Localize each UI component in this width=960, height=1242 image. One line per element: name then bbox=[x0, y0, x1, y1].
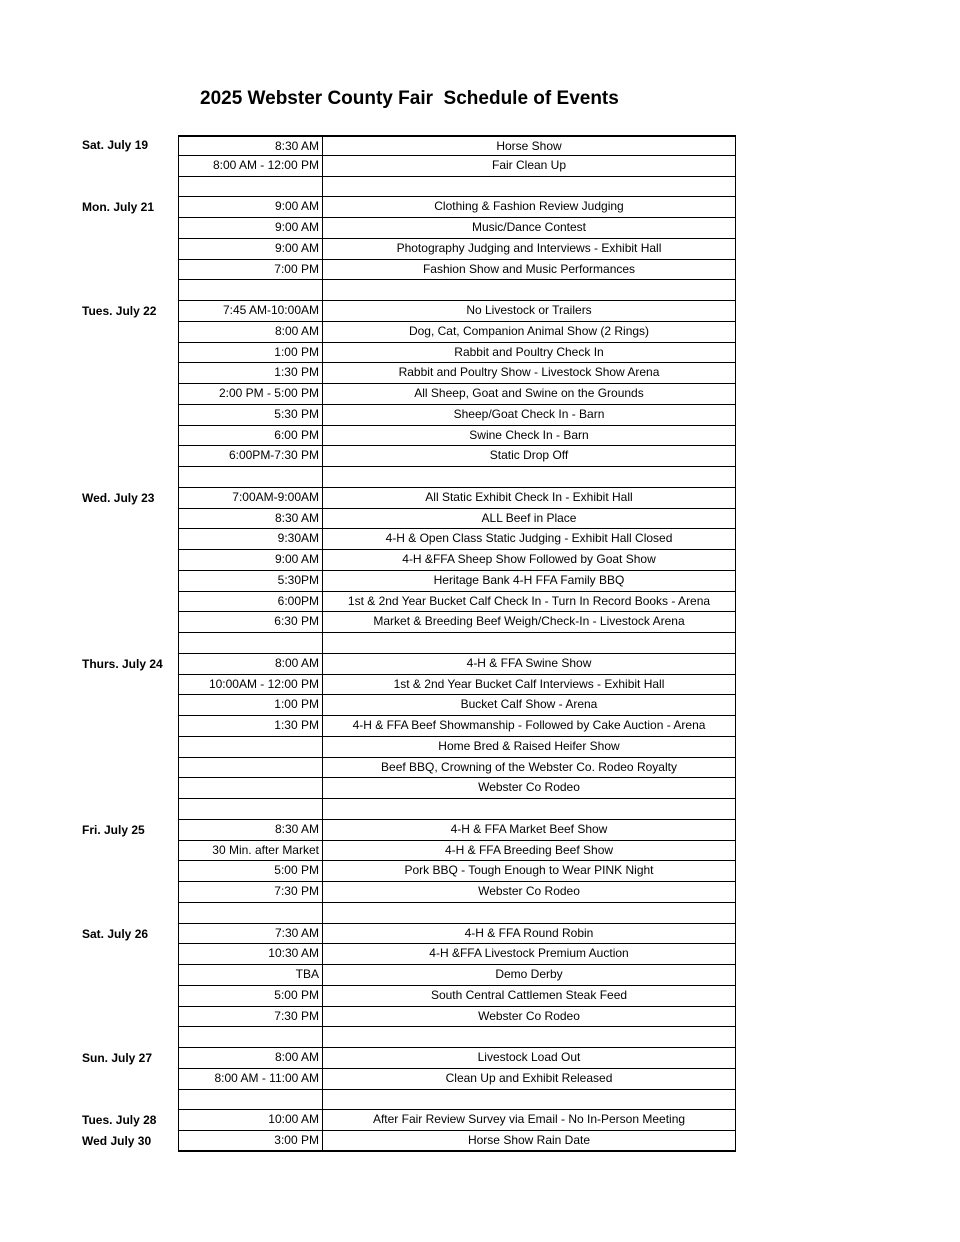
time-cell: 6:00PM-7:30 PM bbox=[179, 446, 323, 466]
schedule-cells bbox=[178, 177, 736, 198]
event-cell: 4-H & Open Class Static Judging - Exhibit Hall Closed bbox=[385, 531, 673, 546]
event-cell: South Central Cattlemen Steak Feed bbox=[430, 987, 628, 1002]
schedule-cells bbox=[178, 778, 736, 799]
event-cell: Livestock Load Out bbox=[477, 1050, 581, 1064]
day-label: Sat. July 19 bbox=[82, 138, 149, 152]
time-cell bbox=[179, 280, 323, 300]
time-cell: 8:00 AM bbox=[179, 322, 323, 342]
event-cell: Home Bred & Raised Heifer Show bbox=[438, 738, 620, 753]
schedule-cells bbox=[178, 592, 736, 613]
schedule-cells bbox=[178, 882, 736, 903]
event-cell: 4-H & FFA Round Robin bbox=[464, 925, 594, 940]
schedule-cells bbox=[178, 841, 736, 862]
schedule-cells bbox=[178, 509, 736, 530]
time-cell: 5:00 PM bbox=[179, 986, 323, 1006]
schedule-cells bbox=[178, 1069, 736, 1090]
time-cell: 9:30AM bbox=[179, 529, 323, 549]
schedule-cells bbox=[178, 903, 736, 924]
event-cell: 4-H & FFA Beef Showmanship - Followed by Cake Auction - Arena bbox=[352, 718, 706, 732]
schedule-cells bbox=[178, 965, 736, 986]
event-cell: Fair Clean Up bbox=[491, 157, 567, 172]
event-cell: Swine Check In - Barn bbox=[469, 427, 589, 442]
time-cell: 10:00AM - 12:00 PM bbox=[179, 675, 323, 695]
time-cell: 9:00 AM bbox=[179, 550, 323, 570]
event-cell: 4-H & FFA Swine Show bbox=[466, 655, 592, 670]
schedule-cells bbox=[178, 654, 736, 675]
day-label: Wed July 30 bbox=[82, 1134, 152, 1148]
event-cell: Market & Breeding Beef Weigh/Check-In - Livestock Arena bbox=[373, 614, 685, 629]
event-cell: Fashion Show and Music Performances bbox=[422, 261, 636, 276]
time-cell: 8:30 AM bbox=[179, 820, 323, 840]
time-cell: 1:00 PM bbox=[179, 695, 323, 715]
event-cell: Clothing & Fashion Review Judging bbox=[434, 199, 624, 214]
schedule-cells bbox=[178, 737, 736, 758]
schedule-cells bbox=[178, 861, 736, 882]
schedule-cells bbox=[178, 1007, 736, 1028]
event-cell: 1st & 2nd Year Bucket Calf Interviews - Exhibit Hall bbox=[393, 676, 665, 691]
schedule-cells bbox=[178, 1027, 736, 1048]
event-cell bbox=[323, 467, 735, 487]
event-cell: All Sheep, Goat and Swine on the Grounds bbox=[414, 386, 644, 400]
event-cell: ALL Beef in Place bbox=[481, 510, 577, 525]
event-cell: Rabbit and Poultry Show - Livestock Show Arena bbox=[398, 365, 660, 380]
schedule-cells bbox=[178, 675, 736, 696]
time-cell bbox=[179, 177, 323, 197]
time-cell: 2:00 PM - 5:00 PM bbox=[179, 384, 323, 404]
time-cell: 6:00PM bbox=[179, 592, 323, 612]
page-title: 2025 Webster County Fair Schedule of Events bbox=[200, 88, 619, 109]
schedule-cells bbox=[178, 571, 736, 592]
time-cell bbox=[179, 633, 323, 653]
schedule-cells bbox=[178, 550, 736, 571]
schedule-cells bbox=[178, 633, 736, 654]
time-cell: 1:30 PM bbox=[179, 363, 323, 383]
event-cell bbox=[323, 903, 735, 923]
time-cell: 6:00 PM bbox=[179, 426, 323, 446]
event-cell: Pork BBQ - Tough Enough to Wear PINK Night bbox=[404, 863, 654, 878]
time-cell: 8:30 AM bbox=[179, 509, 323, 529]
schedule-cells bbox=[178, 363, 736, 384]
event-cell: 1st & 2nd Year Bucket Calf Check In - Turn In Record Books - Arena bbox=[347, 593, 711, 608]
time-cell: 5:30 PM bbox=[179, 405, 323, 425]
schedule-cells bbox=[178, 924, 736, 945]
day-label: Tues. July 22 bbox=[82, 304, 157, 318]
event-cell: Static Drop Off bbox=[489, 448, 569, 463]
time-cell: 3:00 PM bbox=[179, 1131, 323, 1150]
time-cell: 5:00 PM bbox=[179, 861, 323, 881]
event-cell: Horse Show bbox=[496, 139, 562, 153]
event-cell: 4-H &FFA Sheep Show Followed by Goat Show bbox=[402, 552, 656, 566]
time-cell: 5:30PM bbox=[179, 571, 323, 591]
day-label: Sat. July 26 bbox=[82, 926, 149, 941]
time-cell bbox=[179, 737, 323, 757]
schedule-cells bbox=[178, 529, 736, 550]
time-cell: 7:00AM-9:00AM bbox=[179, 488, 323, 508]
time-cell bbox=[179, 758, 323, 778]
time-cell: 8:00 AM bbox=[179, 1048, 323, 1068]
time-cell bbox=[179, 467, 323, 487]
schedule-cells bbox=[178, 322, 736, 343]
schedule-cells bbox=[178, 260, 736, 281]
event-cell: Clean Up and Exhibit Released bbox=[445, 1070, 613, 1085]
schedule-cells bbox=[178, 944, 736, 965]
event-cell: Rabbit and Poultry Check In bbox=[454, 344, 604, 359]
day-label: Tues. July 28 bbox=[82, 1113, 157, 1128]
schedule-cells bbox=[178, 1090, 736, 1111]
schedule-cells bbox=[178, 986, 736, 1007]
time-cell: 7:30 AM bbox=[179, 924, 323, 944]
time-cell: 8:30 AM bbox=[179, 137, 323, 155]
event-cell: Photography Judging and Interviews - Exhibit Hall bbox=[396, 240, 662, 255]
time-cell: 7:30 PM bbox=[179, 1007, 323, 1027]
event-cell bbox=[323, 799, 735, 819]
time-cell: 10:30 AM bbox=[179, 944, 323, 964]
time-cell: 7:45 AM-10:00AM bbox=[179, 301, 323, 321]
schedule-cells bbox=[178, 135, 736, 156]
event-cell: Demo Derby bbox=[495, 967, 563, 981]
schedule-cells bbox=[178, 446, 736, 467]
event-cell: Beef BBQ, Crowning of the Webster Co. Rodeo Royalty bbox=[381, 759, 677, 774]
time-cell: 1:00 PM bbox=[179, 343, 323, 363]
event-cell: 4-H & FFA Breeding Beef Show bbox=[444, 842, 614, 857]
event-cell: Sheep/Goat Check In - Barn bbox=[453, 406, 605, 421]
schedule-cells bbox=[178, 239, 736, 260]
time-cell: 8:00 AM - 11:00 AM bbox=[179, 1069, 323, 1089]
event-cell: Heritage Bank 4-H FFA Family BBQ bbox=[433, 572, 625, 587]
schedule-cells bbox=[178, 218, 736, 239]
schedule-cells bbox=[178, 488, 736, 509]
time-cell: 9:00 AM bbox=[179, 197, 323, 217]
time-cell bbox=[179, 778, 323, 798]
schedule-cells bbox=[178, 716, 736, 737]
event-cell: 4-H & FFA Market Beef Show bbox=[450, 821, 608, 836]
event-cell: No Livestock or Trailers bbox=[466, 303, 592, 317]
event-cell: Bucket Calf Show - Arena bbox=[460, 697, 598, 712]
schedule-cells bbox=[178, 799, 736, 820]
time-cell bbox=[179, 1090, 323, 1110]
day-label: Sun. July 27 bbox=[82, 1051, 153, 1065]
time-cell bbox=[179, 1027, 323, 1047]
time-cell: 9:00 AM bbox=[179, 239, 323, 259]
schedule-cells bbox=[178, 758, 736, 779]
day-label: Mon. July 21 bbox=[82, 200, 155, 215]
event-cell: Webster Co Rodeo bbox=[478, 780, 580, 795]
schedule-cells bbox=[178, 343, 736, 364]
time-cell: 7:30 PM bbox=[179, 882, 323, 902]
schedule-cells bbox=[178, 1131, 736, 1152]
event-cell bbox=[323, 1090, 735, 1110]
time-cell: 7:00 PM bbox=[179, 260, 323, 280]
schedule-cells bbox=[178, 384, 736, 405]
event-cell: Webster Co Rodeo bbox=[478, 884, 580, 898]
event-cell: Webster Co Rodeo bbox=[478, 1008, 580, 1023]
day-label: Thurs. July 24 bbox=[82, 656, 163, 671]
event-cell: Horse Show Rain Date bbox=[467, 1133, 591, 1147]
schedule-cells bbox=[178, 280, 736, 301]
schedule-cells bbox=[178, 405, 736, 426]
time-cell: 6:30 PM bbox=[179, 612, 323, 632]
schedule-cells bbox=[178, 426, 736, 447]
time-cell: 8:00 AM - 12:00 PM bbox=[179, 156, 323, 176]
schedule-cells bbox=[178, 1048, 736, 1069]
schedule-cells bbox=[178, 695, 736, 716]
event-cell: Music/Dance Contest bbox=[471, 220, 587, 234]
event-cell: After Fair Review Survey via Email - No In-Person Meeting bbox=[372, 1112, 686, 1127]
time-cell: 8:00 AM bbox=[179, 654, 323, 674]
event-cell: Dog, Cat, Companion Animal Show (2 Rings) bbox=[408, 323, 650, 338]
time-cell: 30 Min. after Market bbox=[179, 841, 323, 861]
event-cell bbox=[323, 1027, 735, 1047]
schedule-cells bbox=[178, 156, 736, 177]
event-cell bbox=[323, 177, 735, 197]
time-cell: TBA bbox=[179, 965, 323, 985]
day-label: Wed. July 23 bbox=[82, 490, 155, 505]
time-cell: 1:30 PM bbox=[179, 716, 323, 736]
event-cell: 4-H &FFA Livestock Premium Auction bbox=[429, 946, 629, 961]
schedule-cells bbox=[178, 467, 736, 488]
day-label: Fri. July 25 bbox=[82, 822, 145, 837]
schedule-cells bbox=[178, 197, 736, 218]
schedule-cells bbox=[178, 1110, 736, 1131]
time-cell bbox=[179, 799, 323, 819]
time-cell bbox=[179, 903, 323, 923]
schedule-cells bbox=[178, 820, 736, 841]
event-cell bbox=[323, 280, 735, 300]
time-cell: 9:00 AM bbox=[179, 218, 323, 238]
schedule-cells bbox=[178, 301, 736, 322]
event-cell bbox=[323, 633, 735, 653]
time-cell: 10:00 AM bbox=[179, 1110, 323, 1130]
schedule-cells bbox=[178, 612, 736, 633]
event-cell: All Static Exhibit Check In - Exhibit Hall bbox=[425, 489, 633, 504]
